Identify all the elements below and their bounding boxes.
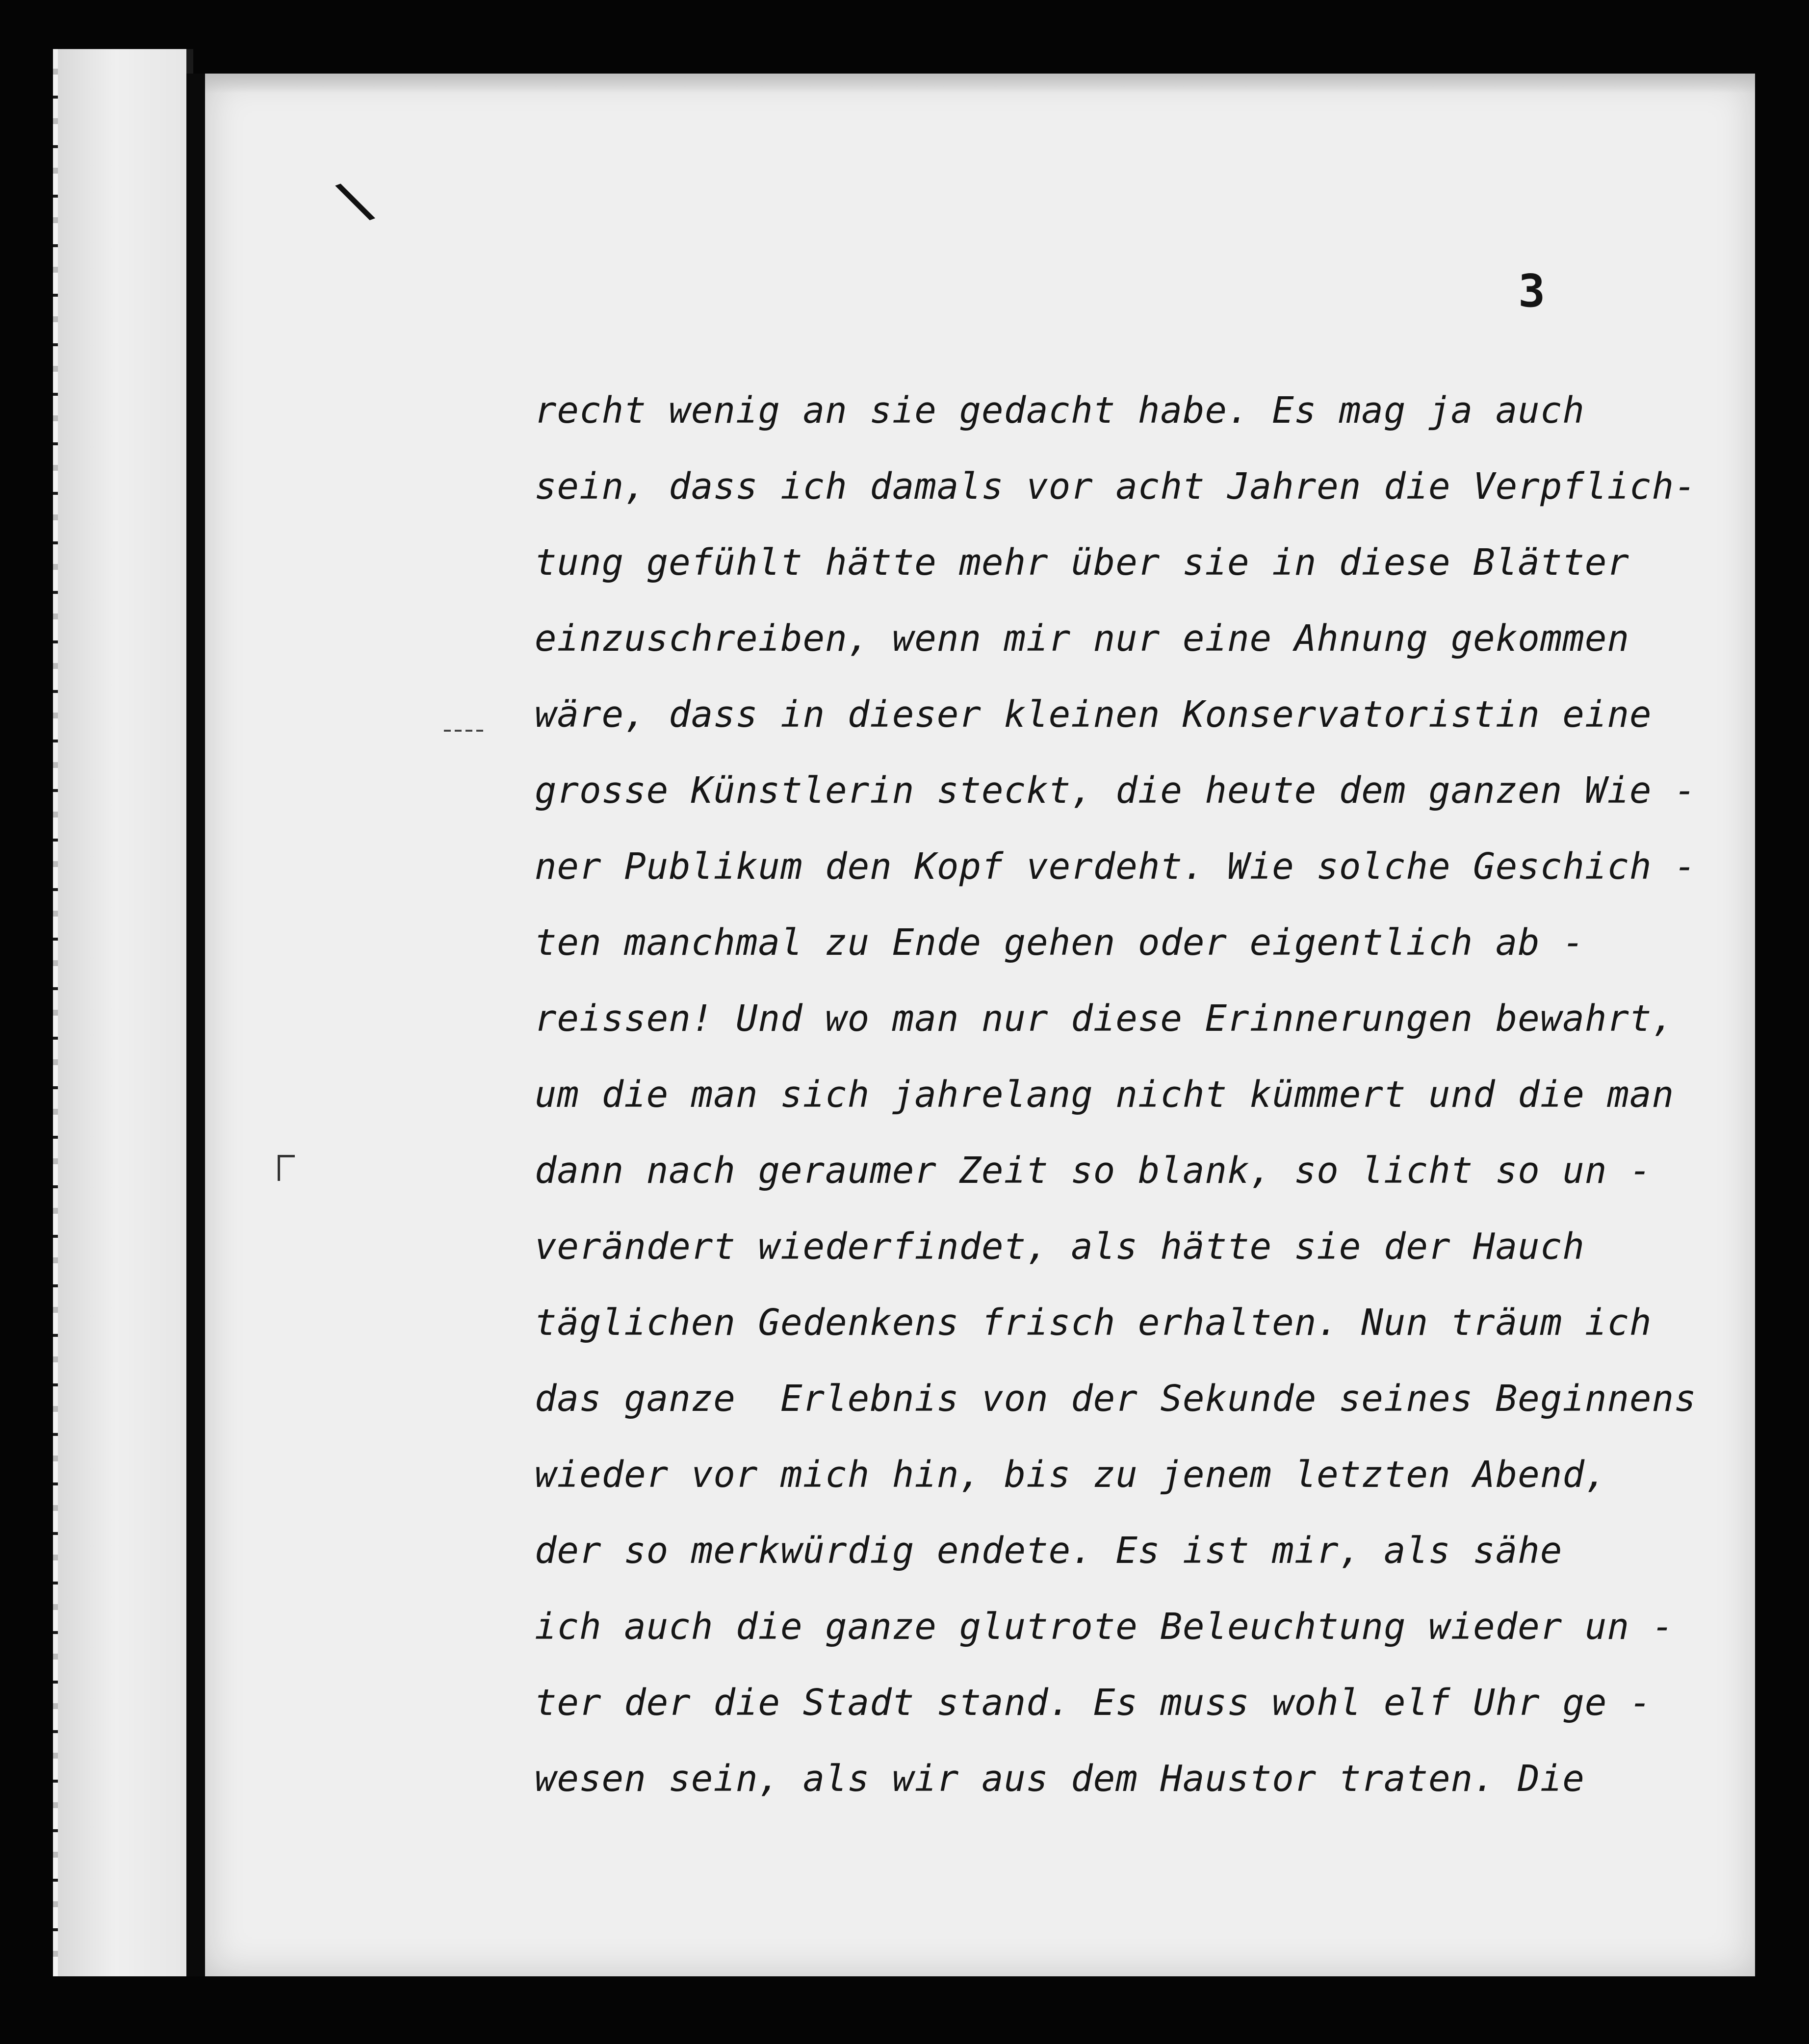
text-line: ich auch die ganze glutrote Beleuchtung wieder un - (535, 1606, 1675, 1648)
text-line: verändert wiederfindet, als hätte sie der Hauch (535, 1226, 1585, 1268)
text-line: tung gefühlt hätte mehr über sie in diese Blätter (535, 541, 1630, 584)
margin-dash-mark (444, 730, 486, 732)
text-line: wäre, dass in dieser kleinen Konservatoristin eine (535, 693, 1652, 736)
text-line: ner Publikum den Kopf verdeht. Wie solche Geschich - (535, 845, 1697, 888)
text-line: täglichen Gedenkens frisch erhalten. Nun träum ich (535, 1302, 1652, 1344)
adjacent-page-strip (58, 49, 193, 1976)
text-line: recht wenig an sie gedacht habe. Es mag ja auch (535, 389, 1585, 432)
text-line: wesen sein, als wir aus dem Haustor traten. Die (535, 1758, 1585, 1800)
pencil-mark: \ (329, 165, 381, 236)
typed-text-block (535, 373, 1751, 1817)
text-line: um die man sich jahrelang nicht kümmert und die man (535, 1073, 1675, 1116)
text-line: dann nach geraumer Zeit so blank, so licht so un - (535, 1150, 1652, 1192)
text-line: wieder vor mich hin, bis zu jenem letzten Abend, (535, 1454, 1607, 1496)
text-line: ten manchmal zu Ende gehen oder eigentlich ab - (535, 921, 1585, 964)
text-line: grosse Künstlerin steckt, die heute dem ganzen Wie - (535, 769, 1697, 812)
text-line: reissen! Und wo man nur diese Erinnerungen bewahrt, (535, 997, 1675, 1040)
page-top-shadow (205, 74, 1755, 93)
margin-bracket-mark (278, 1155, 295, 1181)
text-line: das ganze Erlebnis von der Sekunde seines Beginnens (535, 1378, 1697, 1420)
text-line: sein, dass ich damals vor acht Jahren die Verpflich- (535, 465, 1697, 508)
book-gutter (186, 74, 206, 1976)
page-number: 3 (1518, 265, 1546, 317)
text-line: einzuschreiben, wenn mir nur eine Ahnung gekommen (535, 617, 1630, 660)
text-line: ter der die Stadt stand. Es muss wohl elf Uhr ge - (535, 1682, 1652, 1724)
text-line: der so merkwürdig endete. Es ist mir, als sähe (535, 1530, 1563, 1572)
